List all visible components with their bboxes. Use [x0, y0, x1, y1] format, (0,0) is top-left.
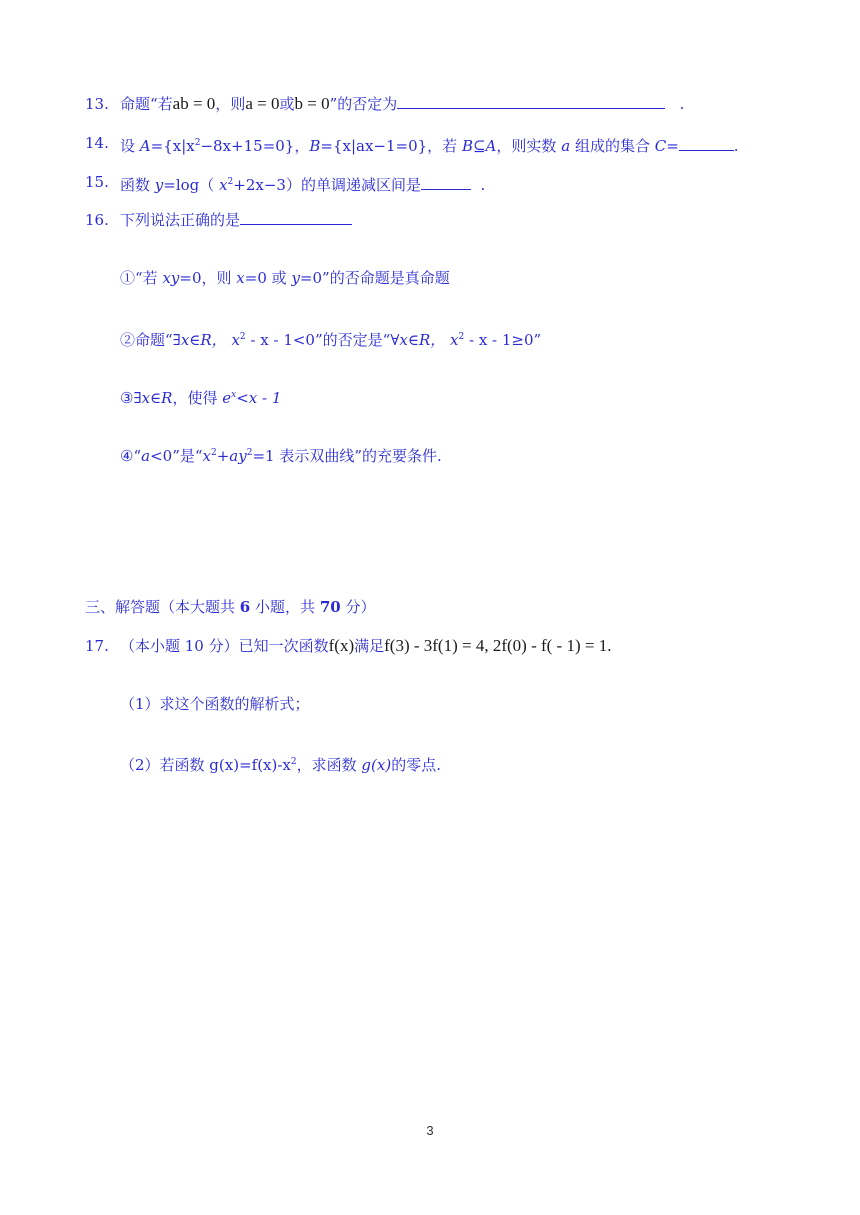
- q16-option-1: ①“若 xy=0，则 x=0 或 y=0”的否命题是真命题: [120, 269, 450, 287]
- q15-answer-blank[interactable]: [421, 175, 471, 190]
- q13-text: 命题“若ab = 0，则a = 0或b = 0”的否定为 .: [120, 94, 685, 113]
- q16-option-2: ②命题“∃x∈R， $x^2 - x - 1<0$”的否定是“∀x∈R， $x^2 - x - 1\ge 0$”: [120, 331, 542, 349]
- q17-number: 17.: [85, 637, 109, 655]
- q17-text: （本小题 10 分）已知一次函数f(x)满足f(3) - 3f(1) = 4, 2f(0) - f( - 1) = 1.: [120, 636, 612, 655]
- q17-part-2: （2）若函数 $g(x)=f(x)-x^2$，求函数 g(x)的零点.: [120, 756, 441, 774]
- q14-number: 14.: [85, 134, 109, 152]
- q16-number: 16.: [85, 211, 109, 229]
- section-3-heading: 三、解答题（本大题共 6 小题，共 70 分）: [85, 598, 376, 616]
- q16-answer-blank[interactable]: [240, 210, 352, 225]
- page-number: 3: [426, 1123, 434, 1138]
- q14-answer-blank[interactable]: [679, 136, 734, 151]
- q16-stem: 下列说法正确的是: [120, 210, 352, 230]
- q16-option-4: ④“a<0”是“$x^2+ay^2=1$ 表示双曲线”的充要条件.: [120, 447, 442, 465]
- q15-number: 15.: [85, 173, 109, 191]
- q14-text: 设 $A=\{x|x^2-8x+15=0\}$，B={x|ax−1=0}，若 B⊆A，则实数 a 组成的集合 C= .: [120, 137, 739, 155]
- q13-answer-blank[interactable]: [397, 94, 665, 109]
- q16-option-3: ③∃x∈R，使得 $e^x<x - 1$: [120, 389, 282, 407]
- q15-text: 函数 y=log（ $x^2+2x-3$）的单调递减区间是 .: [120, 176, 486, 194]
- q13-number: 13.: [85, 95, 109, 113]
- q17-part-1: （1）求这个函数的解析式；: [120, 695, 310, 713]
